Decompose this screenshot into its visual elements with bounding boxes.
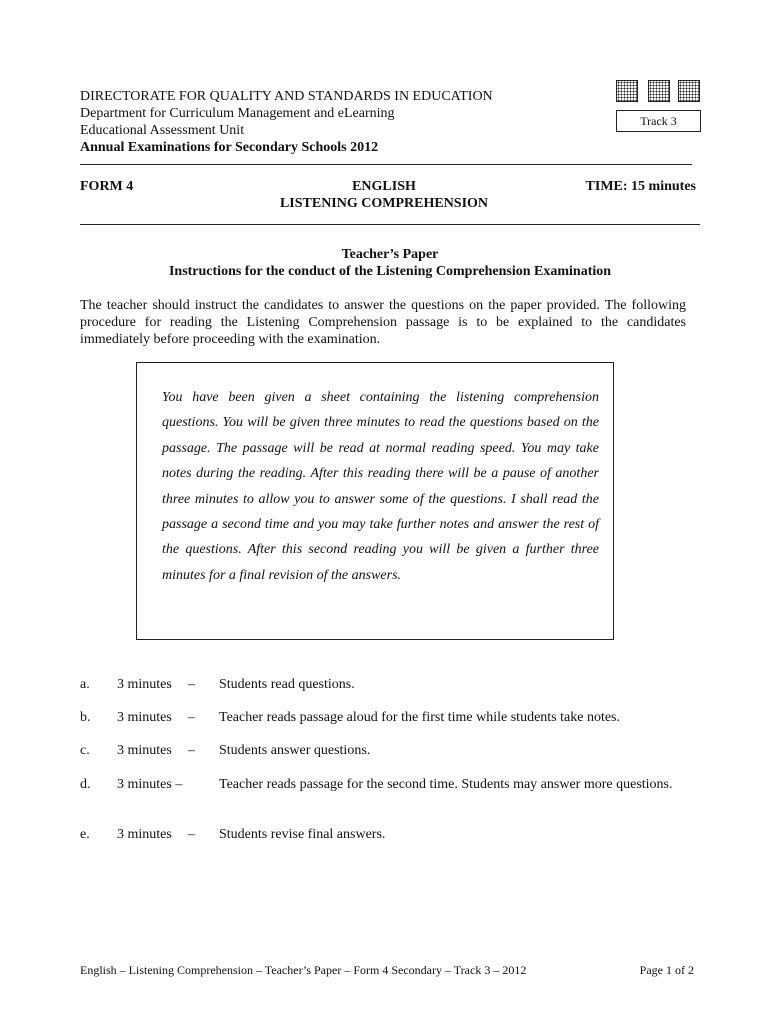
form-label: FORM 4 bbox=[80, 179, 134, 194]
step-letter: a. bbox=[80, 677, 90, 692]
step-description: Teacher reads passage for the second time. Students may answer more questions. bbox=[219, 777, 673, 792]
code-box-icon bbox=[678, 80, 700, 102]
step-description: Students revise final answers. bbox=[219, 827, 386, 842]
step-duration: 3 minutes – bbox=[117, 777, 183, 792]
step-dash: – bbox=[188, 710, 195, 725]
step-description: Students read questions. bbox=[219, 677, 355, 692]
unit-name: Educational Assessment Unit bbox=[80, 123, 245, 138]
paper-title: Teacher’s Paper bbox=[341, 247, 439, 262]
track-label: Track 3 bbox=[616, 110, 701, 132]
step-duration: 3 minutes bbox=[117, 827, 172, 842]
time-label: TIME: 15 minutes bbox=[585, 179, 696, 194]
step-duration: 3 minutes bbox=[117, 710, 172, 725]
directorate-title: DIRECTORATE FOR QUALITY AND STANDARDS IN EDUCATION bbox=[80, 89, 493, 104]
step-letter: b. bbox=[80, 710, 91, 725]
intro-paragraph: The teacher should instruct the candidates to answer the questions on the paper provided. The following procedure for reading the Listening Comprehension passage is to be explained to the candidates immediately before proceeding with the examination. bbox=[80, 298, 686, 347]
step-dash: – bbox=[188, 827, 195, 842]
code-box-icon bbox=[616, 80, 638, 102]
divider bbox=[80, 164, 692, 165]
step-duration: 3 minutes bbox=[117, 743, 172, 758]
step-letter: d. bbox=[80, 777, 91, 792]
code-box-icon bbox=[648, 80, 670, 102]
candidate-instructions-text: You have been given a sheet containing the listening comprehension questions. You will be given three minutes to read the questions based on the passage. The passage will be read at normal reading speed. You may take notes during the reading. After this reading there will be a pause of another three minutes to allow you to answer some of the questions. I shall read the passage a second time and you may take further notes and answer the rest of the questions. After this second reading you will be given a further three minutes for a final revision of the answers. bbox=[162, 390, 599, 583]
candidate-instructions-box bbox=[136, 362, 614, 640]
step-letter: c. bbox=[80, 743, 90, 758]
paper-label: LISTENING COMPREHENSION bbox=[279, 196, 489, 211]
footer-text: English – Listening Comprehension – Teacher’s Paper – Form 4 Secondary – Track 3 – 2012 bbox=[80, 963, 527, 977]
department-name: Department for Curriculum Management and eLearning bbox=[80, 106, 395, 121]
page-number: Page 1 of 2 bbox=[639, 963, 694, 977]
step-description: Teacher reads passage aloud for the first time while students take notes. bbox=[219, 710, 620, 725]
instructions-heading: Instructions for the conduct of the Listening Comprehension Examination bbox=[168, 264, 612, 279]
step-letter: e. bbox=[80, 827, 90, 842]
step-dash: – bbox=[188, 677, 195, 692]
step-dash: – bbox=[188, 743, 195, 758]
subject-label: ENGLISH bbox=[352, 179, 416, 194]
divider bbox=[80, 224, 700, 225]
exam-series-title: Annual Examinations for Secondary Schools 2012 bbox=[80, 140, 379, 155]
step-description: Students answer questions. bbox=[219, 743, 371, 758]
step-duration: 3 minutes bbox=[117, 677, 172, 692]
